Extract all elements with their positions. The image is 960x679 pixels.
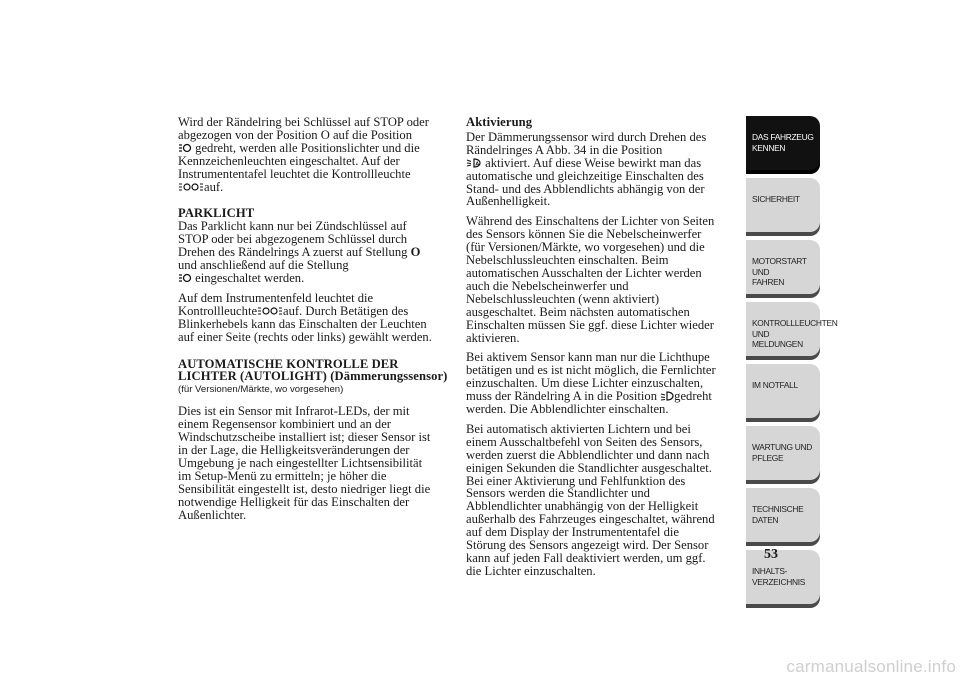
text-line: gedreht, werden alle Positionslichter und die (195, 140, 420, 155)
tab-label: TECHNISCHE (752, 504, 804, 514)
tab-label: KONTROLLLEUCHTEN (752, 318, 838, 328)
tab-label: PFLEGE (752, 452, 784, 463)
text-line: gedreht (674, 389, 712, 404)
text-line: des Sensors können Sie die Nebelscheinwerfer (466, 227, 702, 242)
text-line: kann auf jeden Fall deaktiviert werden, um ggf. (466, 551, 706, 565)
text-line: einzuschalten. Um diese Lichter einzuschalten, (466, 376, 704, 391)
text-line: auf einer Seite (rechts oder links) gewählt werden. (178, 329, 432, 344)
tab-label: MOTORSTART UND (752, 256, 807, 277)
text-line: Außenlichter. (178, 507, 247, 522)
tab-label: IM NOTFALL (752, 380, 798, 390)
paragraph-fog-lights (466, 215, 738, 344)
paragraph-indicator (178, 292, 448, 344)
paragraph-parking-light (178, 220, 448, 285)
text-line: Windschutzscheibe installiert ist; dieser Sensor ist (178, 430, 431, 445)
text-line: einigen Sekunden die Standlichter ausgeschaltet. (466, 460, 712, 475)
left-column (178, 116, 448, 528)
text-line: Stand- und des Abblendlichts abhängig von der (466, 181, 705, 196)
text-line: notwendige Helligkeit für das Einschalten der (178, 494, 410, 509)
heading-line: LICHTER (AUTOLIGHT) (Dämmerungssensor) (178, 369, 448, 384)
svg-text:A: A (475, 161, 480, 168)
text-line: einem Ausschaltbefehl von Seiten des Sensors, (466, 434, 703, 449)
text-line: Instrumententafel leuchtet die Kontrollleuchte (178, 166, 411, 181)
paragraph-flasher (466, 351, 738, 416)
tab-label: DAS FAHRZEUG (752, 132, 814, 142)
text-line: abgezogen von der Position O auf die Position (178, 127, 412, 142)
text-line: werden zuerst die Abblendlichter und dann nach (466, 447, 710, 462)
text-line: (für Versionen/Märkte, wo vorgesehen) und die (466, 240, 705, 255)
text-line: ausgeschaltet. Beim nächsten automatischen (466, 304, 690, 319)
heading-line: AUTOMATISCHE KONTROLLE DER (178, 356, 399, 371)
text-line: Auf dem Instrumentenfeld leuchtet die (178, 290, 374, 305)
text-line: automatische und gleichzeitige Einschalten des (466, 168, 704, 183)
text-line: Während des Einschaltens der Lichter von Seiten (466, 214, 715, 229)
text-line: Dies ist ein Sensor mit Infrarot-LEDs, der mit (178, 404, 410, 419)
tab-label: INHALTS- (752, 566, 788, 576)
tab-technische-daten[interactable] (746, 488, 820, 546)
paragraph-activation (466, 131, 738, 208)
text-line: auf. (204, 179, 224, 194)
position-o-label: O (410, 245, 421, 260)
text-line: Bei aktivem Sensor kann man nur die Lichthupe (466, 350, 710, 365)
page-number: 53 (764, 547, 778, 562)
version-note: (für Versionen/Märkte, wo vorgesehen) (178, 384, 344, 396)
text-line: Das Parklicht kann nur bei Zündschlüssel auf (178, 219, 407, 234)
text-line: werden. Die Abblendlichter einschalten. (466, 402, 669, 417)
right-column (466, 116, 738, 585)
text-line: Kennzeichenleuchten eingeschaltet. Auf der (178, 153, 400, 168)
text-line: im Setup-Menü zu ermitteln; je höher die (178, 468, 387, 483)
tab-label: SICHERHEIT (752, 194, 800, 204)
text-line: eingeschaltet werden. (195, 270, 305, 285)
tab-im-notfall[interactable] (746, 364, 820, 422)
text-line: STOP oder bei abgezogenem Schlüssel durch (178, 232, 408, 247)
tab-label: FAHREN (752, 277, 785, 288)
tab-das-fahrzeug-kennen[interactable] (746, 116, 820, 174)
text-line: aktiviert. Auf diese Weise bewirkt man das (485, 155, 702, 170)
paragraph-sensor (178, 405, 448, 521)
text-line: Einschalten müssen Sie ggf. diese Lichter wieder (466, 317, 714, 332)
tab-label: KENNEN (752, 142, 786, 153)
heading-autolight (178, 358, 448, 384)
tab-label: DATEN (752, 514, 779, 525)
text-line: Störung des Sensors angezeigt wird. Der Sensor (466, 538, 709, 553)
text-line: die Lichter einzuschalten. (466, 563, 596, 578)
position-light-icon (178, 272, 192, 284)
dipped-beam-icon (660, 390, 674, 402)
text-line: aktivieren. (466, 330, 520, 345)
sidelights-warning-icon (257, 305, 283, 317)
tab-label: WARTUNG UND (752, 442, 812, 452)
text-line: Blinkerhebels kann das Einschalten der Leuchten (178, 316, 427, 331)
text-line: Nebelschlussleuchten (wenn aktiviert) (466, 291, 660, 306)
paragraph-auto-off (466, 423, 738, 578)
watermark: carmanualsonline.info (786, 657, 956, 676)
auto-light-icon (466, 157, 482, 169)
tab-kontrollleuchten[interactable] (746, 302, 838, 360)
text-line: außerhalb des Fahrzeuges eingeschaltet, während (466, 512, 715, 527)
heading-aktivierung: Aktivierung (466, 115, 533, 129)
text-line: Drehen des Rändelrings A zuerst auf Stellung (178, 245, 408, 260)
text-line: Nebelschlussleuchten einschalten. Beim (466, 253, 669, 268)
position-light-icon (178, 142, 192, 154)
text-line: Bei einer Aktivierung und Fehlfunktion des (466, 473, 686, 488)
text-line: auch die Nebelscheinwerfer und (466, 278, 629, 293)
text-line: automatischen Ausschalten der Lichter werden (466, 265, 702, 280)
tab-sicherheit[interactable] (746, 178, 820, 236)
heading-parklicht: PARKLICHT (178, 206, 255, 221)
text-line: und anschließend auf die Stellung (178, 258, 349, 273)
tab-label: VERZEICHNIS (752, 576, 806, 587)
text-line: Sensors werden die Standlichter und (466, 486, 650, 501)
paragraph-position-lights (178, 116, 448, 193)
text-line: muss der Rändelring A in die Position (466, 389, 658, 404)
text-line: Kontrollleuchte (178, 303, 258, 318)
tab-label: UND MELDUNGEN (752, 328, 803, 350)
text-line: auf. Durch Betätigen des (283, 303, 409, 318)
text-line: einem Regensensor kombiniert und an der (178, 417, 391, 432)
text-line: betätigen und es ist nicht möglich, die Fernlichter (466, 363, 716, 378)
text-line: Umgebung je nach eingestellter Lichtsensibilität (178, 455, 423, 470)
tab-motorstart-und-fahren[interactable] (746, 240, 820, 298)
text-line: Wird der Rändelring bei Schlüssel auf STOP oder (178, 115, 429, 129)
text-line: Bei automatisch aktivierten Lichtern und bei (466, 421, 691, 436)
tab-wartung-und-pflege[interactable] (746, 426, 820, 484)
text-line: Der Dämmerungssensor wird durch Drehen des (466, 129, 707, 144)
text-line: Abblendlichter unabhängig von der Helligkeit (466, 499, 699, 514)
text-line: Außenhelligkeit. (466, 194, 551, 209)
text-line: Rändelringes A Abb. 34 in die Position (466, 142, 663, 157)
sidelights-warning-icon (178, 181, 204, 193)
text-line: Sensibilität eingestellt ist, desto niedriger liegt die (178, 481, 431, 496)
chapter-tabs (746, 116, 838, 612)
text-line: auf dem Display der Instrumententafel die (466, 525, 679, 540)
text-line: in der Lage, die Helligkeitsveränderungen der (178, 443, 410, 458)
